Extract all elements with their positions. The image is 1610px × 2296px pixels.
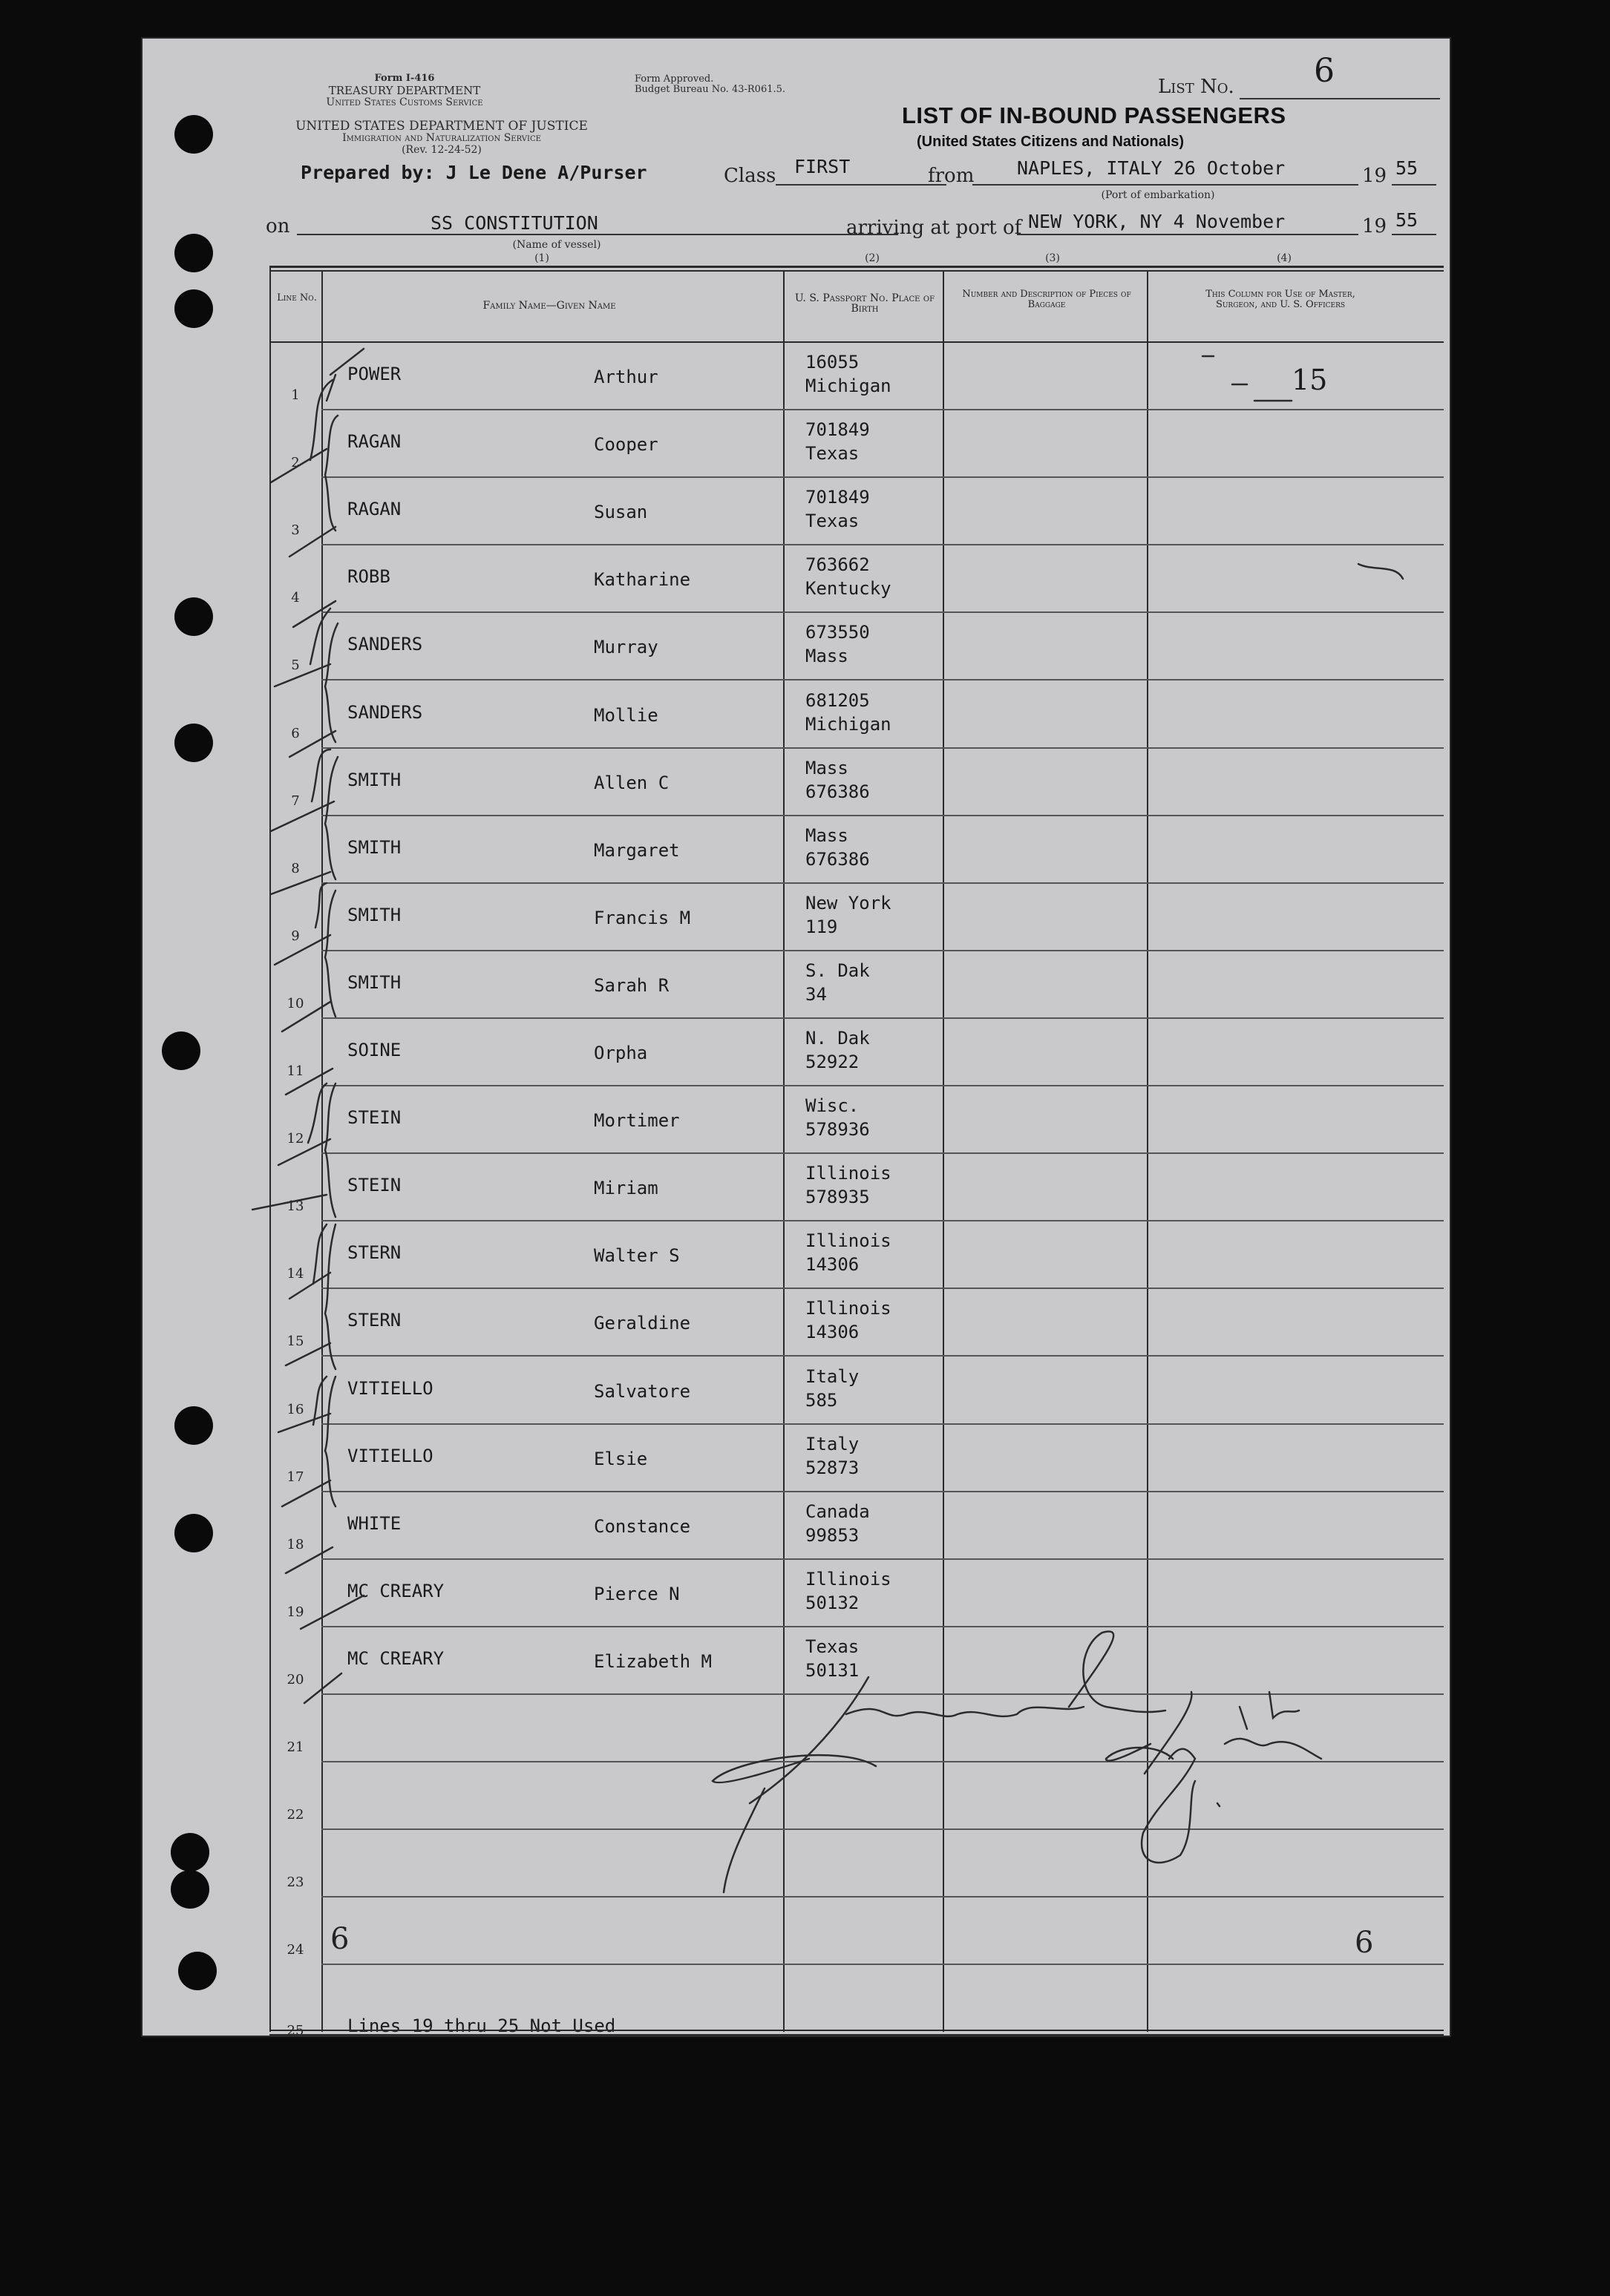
passport-line-2: 50131 [805, 1659, 860, 1681]
passport-line-1: Mass [805, 757, 848, 778]
given-name: Mortimer [594, 1110, 680, 1132]
arrival-value: NEW YORK, NY 4 November [1028, 211, 1286, 232]
given-name: Allen C [594, 772, 670, 793]
family-name: MC CREARY [347, 1647, 445, 1669]
passport-line-2: 52922 [805, 1052, 860, 1072]
passport-line-1: Italy [805, 1365, 860, 1387]
year-1: 55 [1395, 157, 1418, 179]
passport-line-1: 673550 [805, 622, 870, 643]
year-prefix-2: 19 [1362, 215, 1387, 237]
passport-line-2: 119 [805, 916, 838, 937]
footer-right-number: 6 [1355, 1926, 1374, 1960]
passport-line-2: Michigan [805, 713, 891, 735]
given-name: Katharine [594, 569, 691, 591]
col-index-2: (2) [865, 252, 880, 264]
line-number: 25 [287, 2023, 304, 2039]
check-mark [271, 380, 333, 482]
passport-line-2: Michigan [805, 375, 891, 396]
line-number: 17 [287, 1469, 304, 1485]
check-mark [293, 601, 336, 627]
line-number: 4 [291, 590, 300, 606]
given-name: Murray [594, 637, 658, 658]
passport-line-2: 52873 [805, 1457, 860, 1478]
passport-line-1: S. Dak [805, 960, 870, 981]
passport-line-1: Mass [805, 824, 848, 846]
check-mark [278, 1377, 330, 1432]
given-name: Geraldine [594, 1313, 691, 1334]
family-name: SANDERS [347, 701, 423, 723]
passport-line-2: 14306 [805, 1322, 860, 1343]
check-mark [327, 349, 364, 401]
family-name: STEIN [347, 1175, 402, 1196]
passport-line-1: 701849 [805, 419, 870, 441]
on-label: on [266, 215, 290, 237]
bracket [325, 623, 338, 742]
family-name: STERN [347, 1242, 402, 1264]
line-number: 14 [287, 1266, 304, 1282]
passport-line-2: 578936 [805, 1119, 870, 1141]
line-number: 20 [287, 1671, 304, 1687]
given-name: Arthur [594, 367, 658, 387]
check-mark [275, 883, 330, 965]
list-number: 6 [1314, 52, 1335, 90]
line-number: 5 [291, 657, 300, 674]
family-name: SANDERS [347, 634, 423, 655]
check-mark [252, 1195, 327, 1210]
check-mark [289, 527, 336, 557]
check-mark [286, 1343, 330, 1365]
family-name: SMITH [347, 971, 402, 993]
check-mark [282, 1002, 330, 1031]
line-number: 22 [287, 1807, 304, 1823]
family-name: SOINE [347, 1040, 402, 1060]
officer-note: 15 [1292, 364, 1328, 396]
passport-line-1: Illinois [805, 1230, 891, 1252]
ins-service: Immigration and Naturalization Service [342, 132, 541, 144]
line-number: 21 [287, 1739, 304, 1755]
given-name: Miriam [594, 1178, 658, 1199]
passport-line-1: 701849 [805, 487, 870, 508]
check-mark [286, 1069, 333, 1095]
check-mark [304, 1673, 341, 1703]
check-mark [289, 731, 336, 757]
family-name: MC CREARY [347, 1580, 445, 1601]
given-name: Margaret [594, 839, 680, 861]
prepared-by: Prepared by: J Le Dene A/Purser [301, 162, 647, 183]
line-number: 6 [291, 725, 300, 741]
passport-line-2: 676386 [805, 781, 870, 802]
budget-bureau: Budget Bureau No. 43-R061.5. [635, 84, 786, 95]
given-name: Francis M [594, 907, 691, 928]
passport-line-1: Illinois [805, 1298, 891, 1319]
line-number: 23 [287, 1874, 304, 1891]
line-number: 12 [287, 1131, 304, 1147]
line-number: 19 [287, 1604, 304, 1620]
passport-line-1: Canada [805, 1500, 870, 1522]
vessel-caption: (Name of vessel) [512, 239, 601, 251]
family-name: VITIELLO [347, 1377, 433, 1399]
footer-left-number: 6 [330, 1922, 350, 1956]
given-name: Salvatore [594, 1380, 691, 1402]
bracket [325, 1224, 336, 1369]
line-number: 2 [291, 455, 300, 471]
line-number: 1 [291, 387, 300, 403]
line-number: 18 [287, 1536, 304, 1552]
arriving-label: arriving at port of [846, 217, 1022, 239]
passport-line-1: 16055 [805, 352, 860, 373]
family-name: Lines 19 thru 25 Not Used [347, 2015, 616, 2037]
passport-line-2: 585 [805, 1389, 838, 1411]
col-header-officers: This Column for Use of Master, Surgeon, and U. S. Officers [1205, 289, 1355, 310]
passport-line-2: Texas [805, 443, 860, 465]
line-number: 13 [287, 1198, 304, 1215]
passport-line-2: Mass [805, 646, 848, 667]
col-index-3: (3) [1045, 252, 1060, 264]
year-prefix-1: 19 [1362, 165, 1387, 187]
family-name: STERN [347, 1310, 402, 1331]
bracket [325, 416, 338, 531]
line-number: 10 [287, 995, 304, 1011]
family-name: SMITH [347, 904, 402, 925]
passport-line-2: 578935 [805, 1187, 870, 1208]
vessel-name: SS CONSTITUTION [431, 212, 598, 234]
line-number: 3 [291, 522, 300, 539]
col-header-name: Family Name—Given Name [482, 300, 616, 312]
passport-line-2: 676386 [805, 848, 870, 870]
family-name: VITIELLO [347, 1445, 433, 1466]
family-name: RAGAN [347, 431, 402, 453]
given-name: Cooper [594, 434, 658, 456]
signature [1145, 1692, 1191, 1774]
family-name: SMITH [347, 769, 402, 790]
given-name: Mollie [594, 704, 658, 726]
given-name: Elsie [594, 1448, 648, 1469]
given-name: Constance [594, 1515, 691, 1537]
passport-line-1: Texas [805, 1636, 860, 1657]
form-approved: Form Approved. [635, 73, 714, 85]
check-mark [301, 1595, 364, 1629]
line-number: 9 [291, 928, 300, 944]
family-name: RAGAN [347, 499, 402, 520]
col-index-4: (4) [1277, 252, 1292, 264]
signature [713, 1631, 1321, 1892]
check-mark [278, 1083, 330, 1165]
page-subtitle: (United States Citizens and Nationals) [917, 134, 1185, 150]
line-number: 16 [287, 1401, 304, 1417]
treasury-dept: TREASURY DEPARTMENT [328, 84, 481, 97]
given-name: Susan [594, 502, 648, 523]
class-label: Class [724, 165, 776, 187]
check-mark [271, 872, 330, 894]
passport-line-2: 99853 [805, 1524, 860, 1546]
passport-line-2: Kentucky [805, 578, 891, 600]
line-number: 24 [287, 1942, 304, 1958]
family-name: SMITH [347, 836, 402, 858]
passport-line-1: 681205 [805, 689, 870, 711]
class-value: FIRST [794, 156, 851, 177]
passport-line-2: 14306 [805, 1254, 860, 1276]
passport-line-2: Texas [805, 511, 860, 532]
family-name: STEIN [347, 1107, 402, 1129]
bracket [325, 890, 336, 1017]
col-index-1: (1) [534, 252, 549, 264]
given-name: Pierce N [594, 1583, 680, 1604]
col-header-passport: U. S. Passport No. Place of Birth [794, 292, 935, 315]
manifest-page [141, 37, 1451, 2037]
line-number: 8 [291, 860, 300, 876]
check-mark [275, 609, 330, 686]
line-number: 15 [287, 1334, 304, 1350]
col-header-baggage: Number and Description of Pieces of Baggage [962, 289, 1131, 310]
revision: (Rev. 12-24-52) [402, 144, 482, 156]
justice-dept: UNITED STATES DEPARTMENT OF JUSTICE [295, 119, 588, 134]
check-mark [286, 1547, 333, 1573]
check-mark [271, 750, 334, 831]
family-name: ROBB [347, 566, 390, 588]
bracket [325, 757, 338, 879]
passport-line-1: Italy [805, 1433, 860, 1454]
page-title: LIST OF IN-BOUND PASSENGERS [902, 102, 1286, 128]
passport-line-1: Wisc. [805, 1095, 860, 1117]
handwritten-marks [141, 37, 1451, 2037]
line-number: 11 [287, 1063, 304, 1079]
passport-line-2: 34 [805, 983, 827, 1005]
customs-service: United States Customs Service [326, 96, 483, 108]
embark-caption: (Port of embarkation) [1101, 189, 1215, 201]
bracket [325, 1377, 336, 1506]
embarkation-value: NAPLES, ITALY 26 October [1017, 157, 1286, 179]
passport-line-1: 763662 [805, 554, 870, 576]
family-name: POWER [347, 364, 402, 384]
year-2: 55 [1395, 209, 1418, 231]
given-name: Orpha [594, 1043, 648, 1063]
passport-line-1: Illinois [805, 1568, 891, 1590]
family-name: WHITE [347, 1512, 402, 1534]
check-mark [289, 1224, 330, 1299]
passport-line-2: 50132 [805, 1592, 860, 1613]
tally-mark [1202, 356, 1403, 579]
bracket [325, 1083, 336, 1217]
given-name: Walter S [594, 1245, 680, 1267]
line-number: 7 [291, 793, 300, 809]
check-mark [282, 1480, 330, 1506]
passport-line-1: New York [805, 892, 891, 914]
list-label: List No. [1158, 76, 1234, 98]
given-name: Elizabeth M [594, 1650, 712, 1672]
from-label: from [928, 165, 975, 187]
given-name: Sarah R [594, 974, 670, 996]
form-number: Form I-416 [374, 73, 435, 84]
passport-line-1: N. Dak [805, 1028, 870, 1049]
col-header-line: Line No. [277, 292, 317, 304]
passport-line-1: Illinois [805, 1163, 891, 1184]
